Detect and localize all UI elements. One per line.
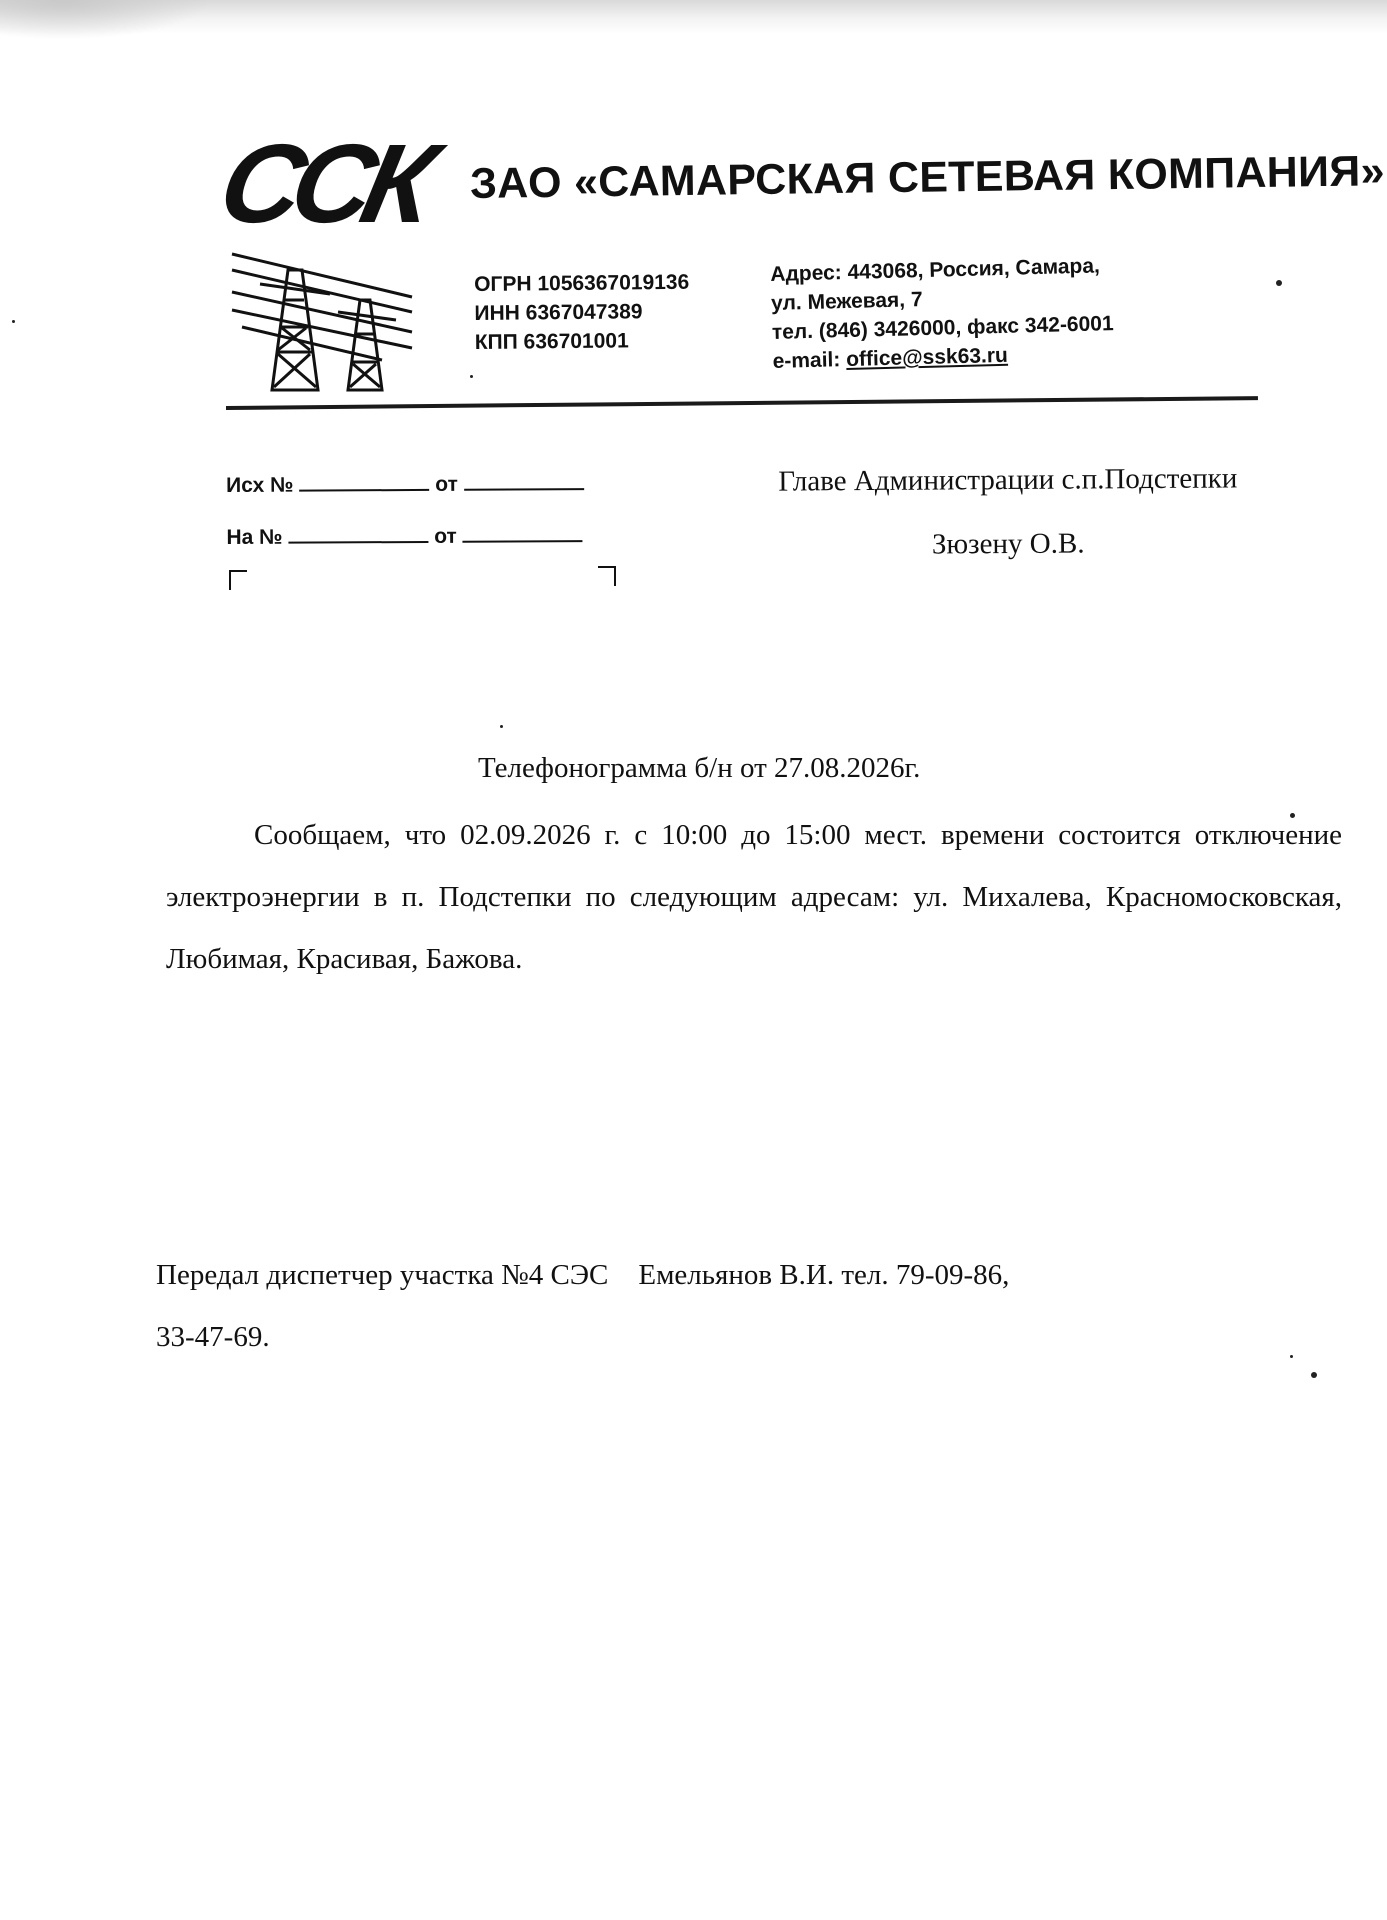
- email-label: e-mail:: [772, 348, 841, 373]
- sender-line-2: 33-47-69.: [156, 1321, 270, 1353]
- registration-block: [474, 268, 690, 357]
- outgoing-ref-label: Исх №: [226, 473, 294, 497]
- inn-line: ИНН 6367047389: [474, 300, 643, 325]
- outgoing-ref-row: [226, 458, 584, 512]
- sender-name-phone: Емельянов В.И. тел. 79-09-86,: [638, 1259, 1010, 1291]
- sender-position: Передал диспетчер участка №4 СЭС: [156, 1259, 609, 1291]
- scan-speck: [500, 725, 503, 728]
- company-name: ЗАО «САМАРСКАЯ СЕТЕВАЯ КОМПАНИЯ»: [469, 147, 1386, 208]
- email-link[interactable]: office@ssk63.ru: [845, 343, 1009, 372]
- incoming-ref-label: На №: [226, 525, 283, 549]
- outgoing-date-label: от: [435, 472, 458, 496]
- company-logo: [209, 120, 438, 392]
- power-pylon-icon: [232, 254, 412, 390]
- scan-speck: [12, 320, 15, 323]
- scan-speck: [470, 375, 473, 378]
- sender-line-1: [156, 1244, 1009, 1306]
- address-line: Адрес: 443068, Россия, Самара,: [770, 254, 1101, 286]
- outgoing-number-blank: [299, 471, 429, 492]
- letterhead-divider: [226, 396, 1258, 410]
- incoming-date-label: от: [434, 524, 457, 548]
- address-window-corner-left: [229, 570, 247, 590]
- scan-speck: [1276, 280, 1282, 286]
- incoming-number-blank: [288, 523, 428, 544]
- address-window-corner-right: [598, 566, 616, 586]
- street-line: ул. Межевая, 7: [770, 288, 923, 315]
- recipient-title: Главе Администрации с.п.Подстепки: [778, 462, 1238, 498]
- scan-speck: [1311, 1372, 1317, 1378]
- message-body: Сообщаем, что 02.09.2026 г. с 10:00 до 15:00 мест. времени состоится отключение электроэнергии в п. Подстепки по следующим адресам: ул. Михалева, Красномосковская, Любимая, Красивая, Бажова.: [166, 819, 1342, 975]
- recipient-name: Зюзену О.В.: [931, 527, 1085, 561]
- sender-block: [156, 1244, 1009, 1368]
- incoming-date-blank: [463, 522, 583, 543]
- outgoing-date-blank: [464, 470, 584, 491]
- recipient-block: [728, 446, 1289, 578]
- ogrn-line: ОГРН 1056367019136: [474, 270, 690, 296]
- logo-lettering: ССК: [209, 120, 438, 246]
- kpp-line: КПП 636701001: [474, 329, 629, 354]
- scan-speck: [1290, 813, 1295, 818]
- incoming-ref-row: [226, 510, 584, 564]
- document-title: Телефонограмма б/н от 27.08.2026г.: [478, 752, 921, 784]
- scan-speck: [1290, 1355, 1293, 1358]
- scan-shadow-corner: [0, 0, 210, 40]
- reference-block: [226, 458, 584, 564]
- phone-line: тел. (846) 3426000, факс 342-6001: [771, 312, 1114, 344]
- address-block: [770, 251, 1115, 376]
